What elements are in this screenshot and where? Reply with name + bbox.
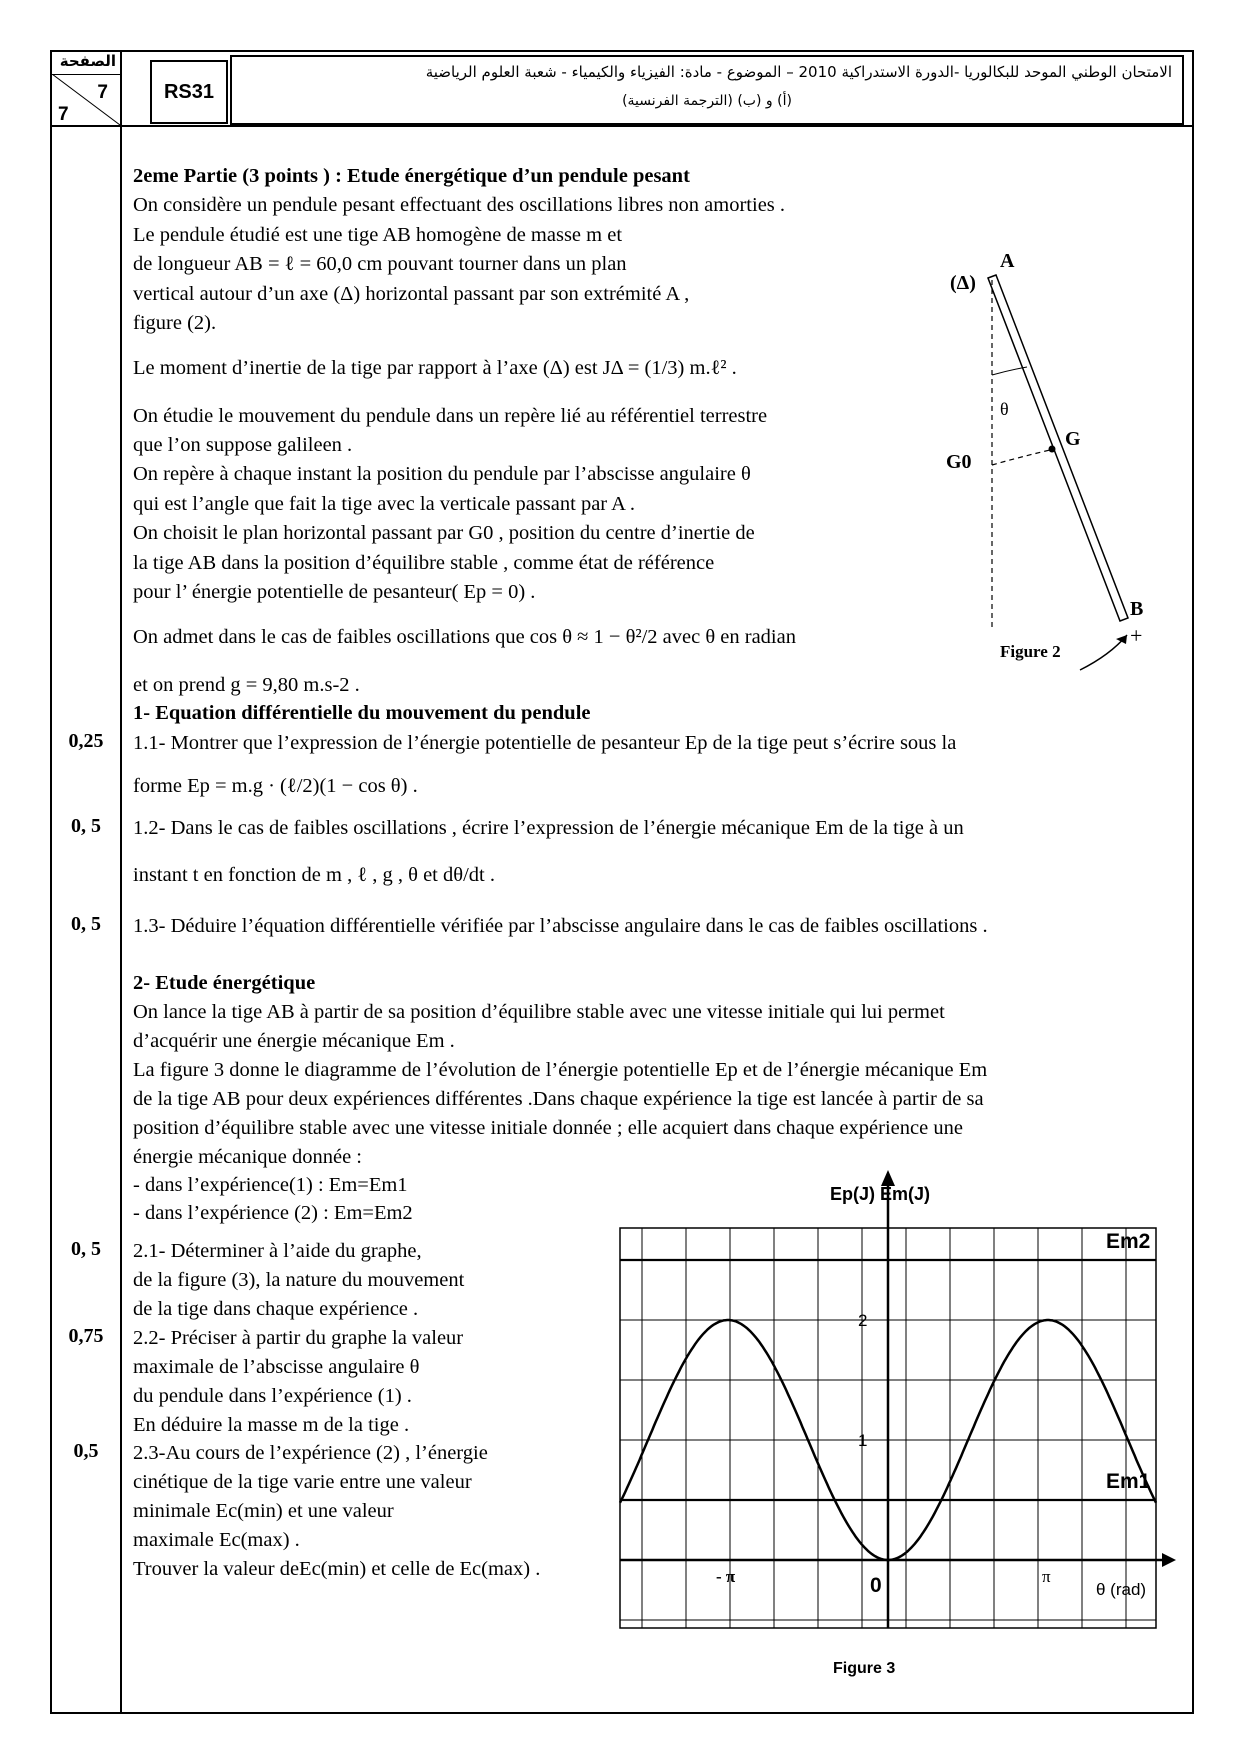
exam-header-line2: (أ) و (ب) (الترجمة الفرنسية) xyxy=(622,93,792,109)
question-1-1: 1.1- Montrer que l’expression de l’énergie potentielle de pesanteur Ep de la tige peut s’écrire sous la xyxy=(133,732,957,754)
question-1-2: 1.2- Dans le cas de faibles oscillations , écrire l’expression de l’énergie mécanique Em de la tige à un xyxy=(133,817,964,839)
exam-header xyxy=(230,55,1184,125)
part-title: 2eme Partie (3 points ) : Etude énergétique d’un pendule pesant xyxy=(133,165,690,187)
question-2-3-line: Trouver la valeur deEc(min) et celle de Ec(max) . xyxy=(133,1558,541,1580)
paragraph-line: figure (2). xyxy=(133,312,217,334)
center-G xyxy=(1049,446,1056,453)
paragraph-line: de longueur AB = ℓ = 60,0 cm pouvant tourner dans un plan xyxy=(133,253,627,275)
question-2-2-line: maximale de l’abscisse angulaire θ xyxy=(133,1356,420,1378)
question-2-3: 2.3-Au cours de l’expérience (2) , l’énergie xyxy=(133,1442,488,1464)
gravity-value: et on prend g = 9,80 m.s-2 . xyxy=(133,674,360,696)
paragraph-line: pour l’ énergie potentielle de pesanteur( Ep = 0) . xyxy=(133,581,536,603)
tick-1: 1 xyxy=(858,1431,868,1450)
page-number-box xyxy=(52,52,120,125)
margin-divider xyxy=(120,50,122,1712)
point-G0-label: G0 xyxy=(946,451,972,473)
paragraph-line: On considère un pendule pesant effectuant des oscillations libres non amorties . xyxy=(133,194,786,216)
question-2-1-line: de la tige dans chaque expérience . xyxy=(133,1298,419,1320)
point-G-label: G xyxy=(1065,428,1081,450)
question-2-2: 2.2- Préciser à partir du graphe la valeur xyxy=(133,1327,464,1349)
question-2-2-line: du pendule dans l’expérience (1) . xyxy=(133,1385,412,1407)
paragraph-line: On choisit le plan horizontal passant par G0 , position du centre d’inertie de xyxy=(133,522,755,544)
paragraph-line: Le pendule étudié est une tige AB homogène de masse m et xyxy=(133,224,623,246)
page-label: الصفحة xyxy=(59,52,116,70)
paragraph-line: On étudie le mouvement du pendule dans un repère lié au référentiel terrestre xyxy=(133,405,768,427)
Em1-label: Em1 xyxy=(1106,1470,1151,1493)
points-q23: 0,5 xyxy=(73,1440,99,1462)
experience-1: - dans l’expérience(1) : Em=Em1 xyxy=(133,1174,408,1196)
question-2-3-line: minimale Ec(min) et une valeur xyxy=(133,1500,394,1522)
header-divider xyxy=(50,125,1192,127)
positive-arrow-head xyxy=(1116,635,1127,644)
question-1-2-formula: instant t en fonction de m , ℓ , g , θ et dθ/dt . xyxy=(133,864,495,886)
section-1-title: 1- Equation différentielle du mouvement du pendule xyxy=(133,702,591,724)
rod-AB xyxy=(988,275,1128,621)
question-2-3-line: cinétique de la tige varie entre une valeur xyxy=(133,1471,472,1493)
x-axis-label: θ (rad) xyxy=(1096,1580,1147,1599)
theta-label: θ xyxy=(1000,399,1009,419)
axis-delta-label: (Δ) xyxy=(950,272,976,294)
figure-2-pendulum xyxy=(930,245,1170,685)
origin-label: 0 xyxy=(870,1574,882,1597)
question-1-3: 1.3- Déduire l’équation différentielle vérifiée par l’abscisse angulaire dans le cas de faibles oscillations . xyxy=(133,915,988,937)
paragraph-line: position d’équilibre stable avec une vitesse initiale donnée ; elle acquiert dans chaque expérience une xyxy=(133,1117,963,1139)
points-q13: 0, 5 xyxy=(71,913,101,935)
paragraph-line: On repère à chaque instant la position du pendule par l’abscisse angulaire θ xyxy=(133,463,751,485)
Em2-label: Em2 xyxy=(1106,1230,1151,1253)
section-2-title: 2- Etude énergétique xyxy=(133,972,316,994)
paragraph-line: d’acquérir une énergie mécanique Em . xyxy=(133,1030,455,1052)
paragraph-line: On lance la tige AB à partir de sa position d’équilibre stable avec une vitesse initiale qui lui permet xyxy=(133,1001,945,1023)
point-B-label: B xyxy=(1130,598,1144,620)
experience-2: - dans l’expérience (2) : Em=Em2 xyxy=(133,1202,413,1224)
question-2-1-line: de la figure (3), la nature du mouvement xyxy=(133,1269,465,1291)
page-total: 7 xyxy=(58,104,69,125)
y-axis-label: Ep(J) Em(J) xyxy=(830,1184,931,1204)
question-2-3-line: maximale Ec(max) . xyxy=(133,1529,300,1551)
figure-2-caption: Figure 2 xyxy=(1000,642,1061,661)
theta-arc xyxy=(992,367,1027,375)
paragraph-line: La figure 3 donne le diagramme de l’évolution de l’énergie potentielle Ep et de l’énergie mécanique Em xyxy=(133,1059,988,1081)
paragraph-line: énergie mécanique donnée : xyxy=(133,1146,363,1168)
points-q11: 0,25 xyxy=(68,730,104,752)
points-q22: 0,75 xyxy=(68,1325,104,1347)
inertia-formula: Le moment d’inertie de la tige par rapport à l’axe (Δ) est JΔ = (1/3) m.ℓ² . xyxy=(133,357,737,379)
page-number: 7 xyxy=(97,82,108,103)
points-q12: 0, 5 xyxy=(71,815,101,837)
paragraph-line: vertical autour d’un axe (Δ) horizontal passant par son extrémité A , xyxy=(133,283,690,305)
paragraph-line: de la tige AB pour deux expériences différentes .Dans chaque expérience la tige est lancée à partir de sa xyxy=(133,1088,984,1110)
figure-3-caption: Figure 3 xyxy=(833,1660,896,1677)
paragraph-line: qui est l’angle que fait la tige avec la verticale passant par A . xyxy=(133,493,636,515)
tick-minus-pi: - π xyxy=(716,1567,736,1586)
G-arc xyxy=(992,450,1050,465)
question-1-1-formula: forme Ep = m.g · (ℓ/2)(1 − cos θ) . xyxy=(133,775,418,797)
plus-sign: + xyxy=(1130,623,1143,648)
x-axis-arrow xyxy=(1162,1553,1176,1567)
tick-2: 2 xyxy=(858,1311,868,1330)
tick-pi: π xyxy=(1042,1567,1051,1586)
cos-approximation: On admet dans le cas de faibles oscillations que cos θ ≈ 1 − θ²/2 avec θ en radian xyxy=(133,626,796,648)
paragraph-line: la tige AB dans la position d’équilibre stable , comme état de référence xyxy=(133,552,715,574)
exam-header-line1: الامتحان الوطني الموحد للبكالوريا -الدورة الاستدراكية 2010 – الموضوع - مادة: الفيزياء والكيمياء - شعبة العلوم الرياضية xyxy=(425,63,1172,81)
question-2-1: 2.1- Déterminer à l’aide du graphe, xyxy=(133,1240,422,1262)
points-q21: 0, 5 xyxy=(71,1238,101,1260)
figure-3-chart xyxy=(600,1160,1180,1650)
paragraph-line: que l’on suppose galileen . xyxy=(133,434,353,456)
subject-code: RS31 xyxy=(150,60,228,124)
point-A-label: A xyxy=(1000,250,1015,272)
question-2-2-line: En déduire la masse m de la tige . xyxy=(133,1414,410,1436)
